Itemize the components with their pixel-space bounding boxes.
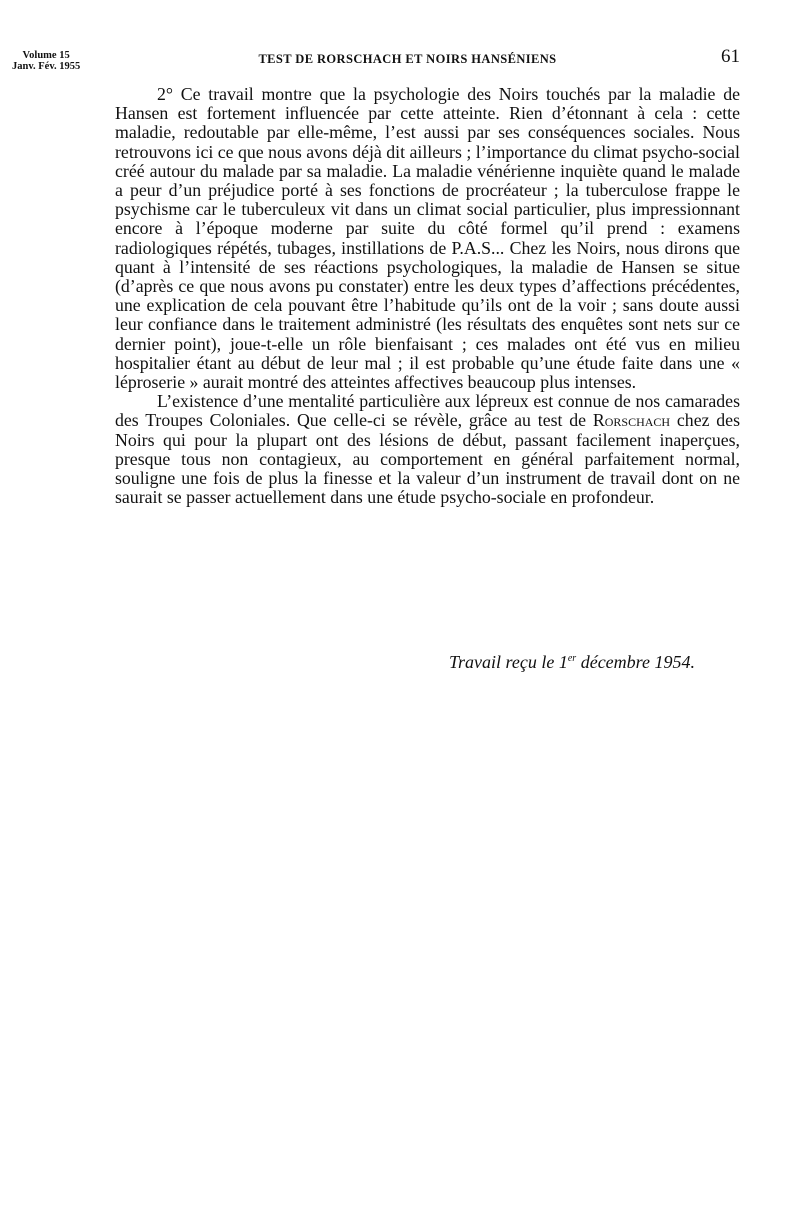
paragraph-text-start: L’existence d’une mentalité particulière aux lépreux est connue de nos camarades des Troupes Coloniales. Que celle-ci se révèle, grâce au test de xyxy=(115,391,740,431)
article-body xyxy=(115,85,740,507)
paragraph-text-end: chez des Noirs qui pour la plupart ont des lésions de début, passant facilement inaperçues, presque tous non contagieux, au comportement en général parfaitement normal, souligne une fois de plus la finesse et la valeur d’un instrument de travail dont on ne saurait se passer actuellement dans une étude psycho-sociale en profondeur. xyxy=(115,410,740,508)
rorschach-name: Rorschach xyxy=(592,410,671,431)
received-prefix: Travail reçu le 1 xyxy=(449,652,568,672)
ordinal-superscript: er xyxy=(567,653,577,664)
paragraph-leprosy-mentality xyxy=(115,392,740,507)
page-number: 61 xyxy=(721,46,740,67)
running-title: TEST DE RORSCHACH ET NOIRS HANSÉNIENS xyxy=(258,52,557,66)
issue-date: Janv. Fév. 1955 xyxy=(12,61,81,72)
volume-info xyxy=(12,50,80,72)
received-date: décembre 1954. xyxy=(576,652,695,672)
received-date-note xyxy=(449,652,695,673)
paragraph-conclusion-2: 2° Ce travail montre que la psychologie des Noirs touchés par la maladie de Hansen est fortement influencée par cette atteinte. Rien d’étonnant à cela : cette maladie, redoutable par elle-même, l’est aussi par ses conséquences sociales. Nous retrouvons ici ce que nous avons déjà dit ailleurs ; l’importance du climat psycho-social créé autour du malade par sa maladie. La maladie vénérienne inquiète quand le malade a peur d’un préjudice porté à ses fonctions de procréateur ; la tuberculose frappe le psychisme car le tuberculeux vit dans un climat social particulier, plus impressionnant encore à l’époque moderne par suite du côté formel qu’il prend : examens radiologiques répétés, tubages, instillations de P.A.S... Chez les Noirs, nous dirons que quant à l’intensité de ses réactions psychologiques, la maladie de Hansen se situe (d’après ce que nous avons pu constater) entre les deux types d’affections précédentes, une explication de cela pouvant être l’habitude qu’ils ont de la voir ; sans doute aussi leur confiance dans le traitement administré (les résultats des enquêtes sont nets sur ce dernier point), joue-t-elle un rôle bienfaisant ; ces malades ont été vus en milieu hospitalier étant au début de leur mal ; il est probable qu’une étude faite dans une « léproserie » aurait montré des atteintes affectives beaucoup plus intenses. xyxy=(115,84,740,393)
page-header xyxy=(0,0,800,80)
volume-number: Volume 15 xyxy=(22,50,70,61)
